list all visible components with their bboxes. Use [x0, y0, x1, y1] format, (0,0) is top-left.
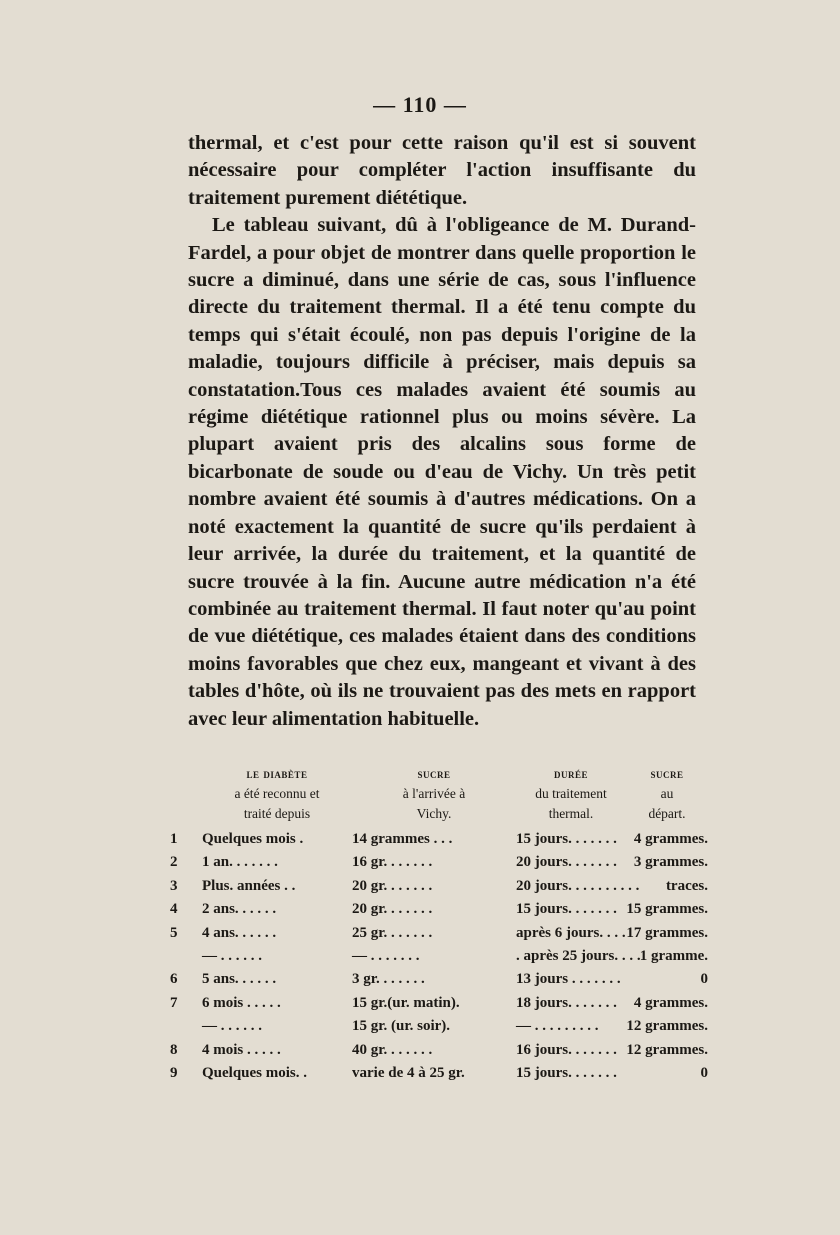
header-diabete: le diabète a été reconnu et traité depuis	[234, 766, 320, 821]
cell-sucre-arrivee: 14 grammes . . .	[352, 831, 453, 847]
cell-diabete: 6 mois . . . . .	[202, 994, 281, 1011]
cell-sucre-depart: 15 grammes.	[626, 901, 708, 918]
table-row	[160, 875, 708, 898]
cell-diabete: Quelques mois .	[202, 831, 304, 847]
cell-sucre-arrivee: 15 gr. (ur. soir).	[352, 1018, 451, 1035]
cell-duree: — . . . . . . . . .	[516, 1018, 599, 1035]
table-row	[160, 1015, 708, 1038]
cell-diabete: Plus. années . .	[202, 877, 296, 894]
cell-duree: 20 jours. . . . . . . . . .	[516, 877, 640, 894]
cell-diabete: 5 ans. . . . . .	[202, 971, 277, 988]
cell-sucre-depart: 17 grammes.	[626, 924, 708, 941]
cell-diabete: 2 ans. . . . . .	[202, 901, 277, 918]
cell-diabete: Quelques mois. .	[202, 1064, 308, 1081]
body-text	[188, 130, 696, 733]
row-number	[160, 945, 202, 968]
cell-sucre-arrivee: — . . . . . . .	[352, 947, 420, 964]
cell-duree: 20 jours. . . . . . .	[516, 854, 617, 871]
cell-sucre-arrivee: 16 gr. . . . . . .	[352, 854, 433, 871]
cell-duree: 15 jours. . . . . . .	[516, 901, 617, 918]
header-spacer	[160, 764, 202, 824]
table-row	[160, 898, 708, 921]
cell-diabete: — . . . . . .	[202, 947, 262, 964]
row-number	[160, 1015, 202, 1038]
cell-sucre-depart: 0	[700, 971, 708, 988]
table-row	[160, 851, 708, 874]
cell-sucre-arrivee: 3 gr. . . . . . .	[352, 971, 425, 988]
row-number: 5	[170, 924, 178, 941]
cell-sucre-arrivee: 15 gr.(ur. matin).	[352, 994, 460, 1011]
row-number: 6	[170, 971, 178, 988]
cell-duree: 16 jours. . . . . . .	[516, 1041, 617, 1058]
table-row	[160, 922, 708, 945]
paragraph-1: thermal, et c'est pour cette raison qu'il est si souvent nécessaire pour compléter l'action insuffisante du traitement purement diététique.	[188, 132, 696, 209]
cell-diabete: 4 mois . . . . .	[202, 1041, 281, 1058]
table-row	[160, 945, 708, 968]
table-body	[160, 828, 708, 1085]
table-row	[160, 992, 708, 1015]
table-row	[160, 828, 708, 851]
cell-sucre-depart: 4 grammes.	[633, 994, 708, 1011]
cell-sucre-depart: 12 grammes.	[626, 1041, 708, 1058]
cell-duree: 13 jours . . . . . . .	[516, 971, 621, 988]
cell-sucre-arrivee: 20 gr. . . . . . .	[352, 877, 433, 894]
table-row	[160, 1062, 708, 1085]
results-table	[160, 764, 708, 1085]
table-row	[160, 1039, 708, 1062]
cell-sucre-depart: 1 gramme.	[639, 947, 708, 964]
cell-sucre-depart: 0	[700, 1064, 708, 1081]
cell-duree: . après 25 jours. . . .	[516, 947, 641, 964]
row-number: 8	[170, 1041, 178, 1058]
cell-sucre-depart: 12 grammes.	[626, 1018, 708, 1035]
header-sucre-arrivee: sucre à l'arrivée à Vichy.	[402, 766, 466, 821]
row-number: 7	[170, 994, 178, 1011]
cell-sucre-arrivee: 20 gr. . . . . . .	[352, 901, 433, 918]
cell-sucre-depart: 3 grammes.	[633, 854, 708, 871]
cell-sucre-arrivee: varie de 4 à 25 gr.	[352, 1064, 465, 1081]
cell-diabete: 1 an. . . . . . .	[202, 854, 278, 871]
header-duree: durée du traitement thermal.	[535, 766, 607, 821]
cell-duree: 18 jours. . . . . . .	[516, 994, 617, 1011]
cell-sucre-depart: traces.	[665, 877, 708, 894]
cell-duree: 15 jours. . . . . . .	[516, 1064, 617, 1081]
row-number: 1	[170, 831, 178, 847]
cell-diabete: — . . . . . .	[202, 1018, 262, 1035]
row-number: 3	[170, 877, 178, 894]
cell-sucre-depart: 4 grammes.	[633, 831, 708, 847]
cell-sucre-arrivee: 40 gr. . . . . . .	[352, 1041, 433, 1058]
paragraph-2: Le tableau suivant, dû à l'obligeance de M. Durand-Fardel, a pour objet de montrer dans quelle proportion le sucre a diminué, dans une série de cas, sous l'influence directe du traitement thermal. Il a été tenu compte du temps qui s'était écoulé, non pas depuis l'origine de la maladie, toujours difficile à préciser, mais depuis sa constatation.Tous ces malades avaient été soumis au régime diététique rationnel plus ou moins sévère. La plupart avaient pris des alcalins sous forme de bicarbonate de soude ou d'eau de Vichy. Un très petit nombre avaient été soumis à d'autres médications. On a noté exactement la quantité de sucre qu'ils perdaient à leur arrivée, la durée du traitement, et la quantité de sucre trouvée à la fin. Aucune autre médication n'a été combinée au traitement thermal. Il faut noter qu'au point de vue diététique, ces malades étaient dans des conditions moins favorables que chez eux, mangeant et vivant à des tables d'hôte, où ils ne trouvaient pas des mets en rapport avec leur alimentation habituelle.	[188, 214, 696, 730]
row-number: 9	[170, 1064, 178, 1081]
cell-diabete: 4 ans. . . . . .	[202, 924, 277, 941]
table-header	[160, 764, 708, 824]
header-sucre-depart: sucre au départ.	[648, 766, 686, 821]
cell-duree: après 6 jours. . . .	[516, 924, 626, 941]
cell-sucre-arrivee: 25 gr. . . . . . .	[352, 924, 433, 941]
page-number: — 110 —	[373, 92, 467, 117]
row-number: 4	[170, 901, 178, 918]
cell-duree: 15 jours. . . . . . .	[516, 831, 617, 847]
row-number: 2	[170, 854, 178, 871]
table-row	[160, 968, 708, 991]
